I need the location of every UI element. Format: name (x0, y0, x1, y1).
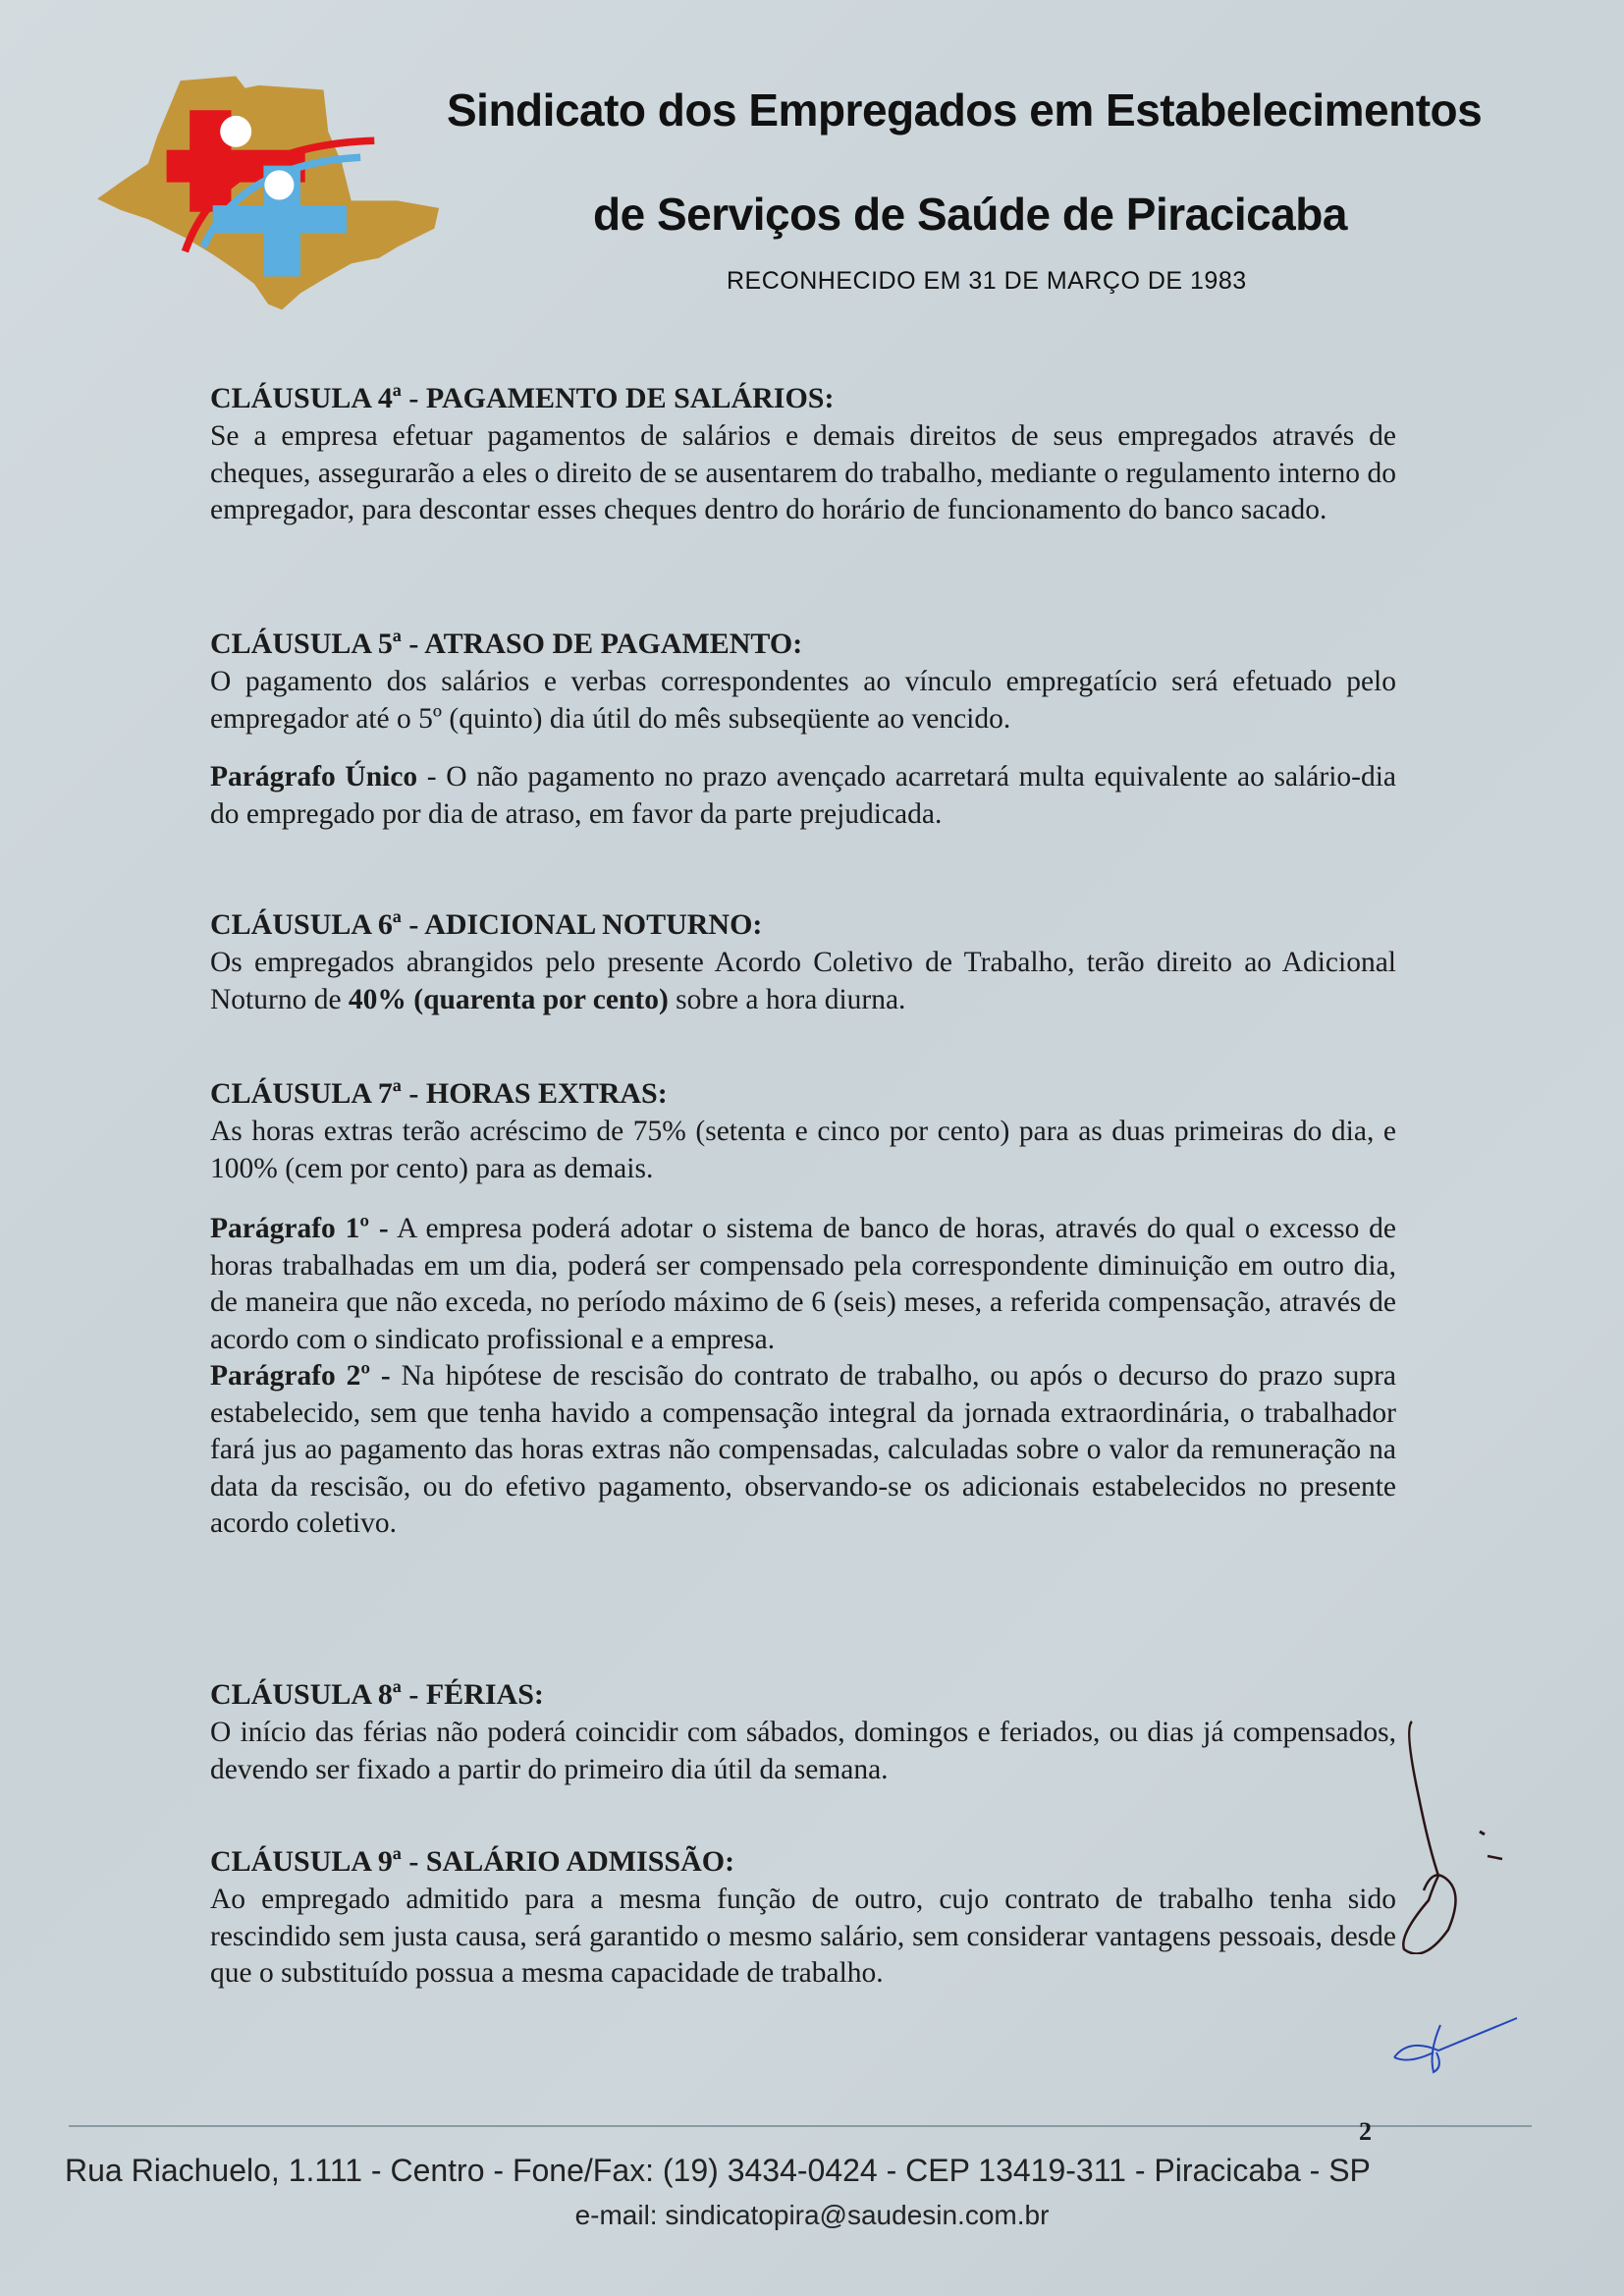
paragraph-unico (210, 759, 1396, 833)
paragraph-lead: Parágrafo Único (210, 761, 418, 793)
clause-text: Ao empregado admitido para a mesma função de outro, cujo contrato de trabalho tenha sido rescindido sem justa causa, será garantido o mesmo salário, sem considerar vantagens pessoais, desde que o substituído possua a mesma capacidade de trabalho. (210, 1884, 1396, 1989)
paragraph-text: A empresa poderá adotar o sistema de banco de horas, através do qual o excesso de horas trabalhadas em um dia, poderá ser compensado pela correspondente diminuição em outro dia, de maneira que não exceda, no período máximo de 6 (seis) meses, a referida compensação, através de acordo com o sindicato profissional e a empresa. (210, 1213, 1396, 1355)
footer-address: Rua Riachuelo, 1.111 - Centro - Fone/Fax: (19) 3434-0424 - CEP 13419-311 - Piracicaba - SP (65, 2153, 1371, 2188)
clause-6 (210, 905, 1396, 1018)
footer-email: e-mail: sindicatopira@saudesin.com.br (574, 2200, 1050, 2230)
text-bold-part: 40% (quarenta por cento) (348, 983, 669, 1015)
paragraph-1 (210, 1211, 1396, 1358)
recognition-date: RECONHECIDO EM 31 DE MARÇO DE 1983 (727, 267, 1247, 295)
clause-heading: CLÁUSULA 8ª - FÉRIAS: (210, 1678, 544, 1711)
clause-text: Se a empresa efetuar pagamentos de salários e demais direitos de seus empregados através de cheques, assegurarão a eles o direito de se ausentarem do trabalho, mediante o regulamento interno do empregador, para descontar esses cheques dentro do horário de funcionamento do banco sacado. (210, 420, 1396, 525)
clause-7 (210, 1074, 1396, 1543)
clause-8 (210, 1675, 1396, 1788)
paragraph-text: - O não pagamento no prazo avençado acarretará multa equivalente ao salário-dia do empregado por dia de atraso, em favor da parte prejudicada. (210, 761, 1396, 830)
clause-heading: CLÁUSULA 4ª - PAGAMENTO DE SALÁRIOS: (210, 382, 835, 414)
clause-text: O pagamento dos salários e verbas correspondentes ao vínculo empregatício será efetuado pelo empregador até o 5º (quinto) dia útil do mês subseqüente ao vencido. (210, 666, 1396, 735)
paragraph-lead: Parágrafo 2º - (210, 1360, 391, 1392)
clause-4 (210, 379, 1396, 529)
text-part: sobre a hora diurna. (668, 983, 906, 1015)
clause-heading: CLÁUSULA 9ª - SALÁRIO ADMISSÃO: (210, 1845, 735, 1878)
clause-heading: CLÁUSULA 6ª - ADICIONAL NOTURNO: (210, 908, 763, 941)
paragraph-text: Na hipótese de rescisão do contrato de trabalho, ou após o decurso do prazo supra estabelecido, sem que tenha havido a compensação integral da jornada extraordinária, o trabalhador fará jus ao pagamento das horas extras não compensadas, calculadas sobre o valor da remuneração na data da rescisão, ou do efetivo pagamento, observando-se os adicionais estabelecidos no presente acordo coletivo. (210, 1360, 1397, 1539)
union-logo (83, 59, 471, 324)
clause-9 (210, 1842, 1396, 1993)
text-part: Os empregados abrangidos pelo presente Acordo Coletivo de Trabalho, terão direito ao Adicional Noturno de (210, 947, 1396, 1015)
clause-text (210, 945, 1396, 1018)
clause-heading: CLÁUSULA 7ª - HORAS EXTRAS: (210, 1077, 668, 1110)
signature-blue (1389, 2013, 1537, 2082)
signature-black (1394, 1719, 1512, 1954)
union-name-line1: Sindicato dos Empregados em Estabelecimentos (447, 84, 1483, 136)
clause-text: As horas extras terão acréscimo de 75% (setenta e cinco por cento) para as duas primeiras do dia, e 100% (cem por cento) para as demais. (210, 1116, 1396, 1184)
paragraph-lead: Parágrafo 1º - (210, 1213, 389, 1244)
page-number: 2 (1359, 2117, 1372, 2146)
paragraph-2 (210, 1358, 1396, 1543)
union-name-line2: de Serviços de Saúde de Piracicaba (593, 189, 1347, 240)
clause-heading: CLÁUSULA 5ª - ATRASO DE PAGAMENTO: (210, 628, 803, 660)
footer-divider (69, 2125, 1532, 2127)
clause-text: O início das férias não poderá coincidir com sábados, domingos e feriados, ou dias já compensados, devendo ser fixado a partir do primeiro dia útil da semana. (210, 1717, 1396, 1785)
clause-5 (210, 625, 1396, 833)
